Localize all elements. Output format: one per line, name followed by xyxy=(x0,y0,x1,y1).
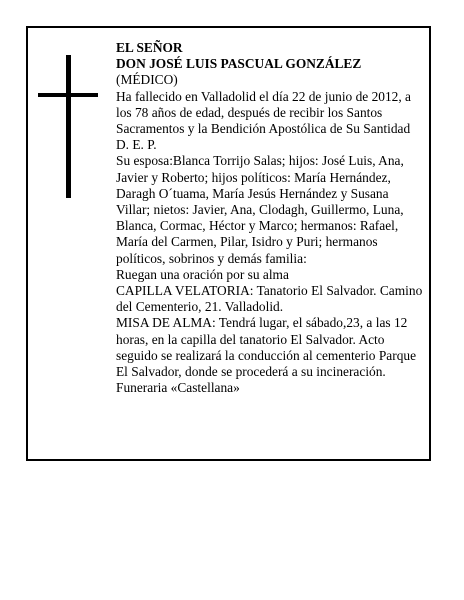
funeral-home: Funeraria «Castellana» xyxy=(116,380,240,396)
cross-vertical-bar xyxy=(66,55,71,198)
death-notice-frame xyxy=(26,26,431,461)
deceased-name: DON JOSÉ LUIS PASCUAL GONZÁLEZ xyxy=(116,56,362,72)
family-list: Su esposa:Blanca Torrijo Salas; hijos: José Luis, Ana, Javier y Roberto; hijos políticos: María Hernández, Daragh O´tuama, María Jesús Hernández y Susana Villar; nietos: Javier, Ana, Clodagh, Guillermo, Luna, Blanca, Cormac, Héctor y Marco; hermanos: Rafael, María del Carmen, Pilar, Isidro y Puri; hermanos políticos, sobrinos y demás familia: xyxy=(116,153,404,266)
cross-horizontal-bar xyxy=(38,93,98,97)
chapel-info: CAPILLA VELATORIA: Tanatorio El Salvador. Camino del Cementerio, 21. Valladolid. xyxy=(116,283,423,315)
latin-cross-icon xyxy=(38,55,98,198)
notice-text xyxy=(116,40,424,396)
prayer-request: Ruegan una oración por su alma xyxy=(116,266,289,282)
death-announcement: Ha fallecido en Valladolid el día 22 de junio de 2012, a los 78 años de edad, después de recibir los Santos Sacramentos y la Bendición Apostólica de Su Santidad D. E. P. xyxy=(116,88,412,153)
mass-info: MISA DE ALMA: Tendrá lugar, el sábado,23, a las 12 horas, en la capilla del tanatorio El Salvador. Acto seguido se realizará la conducción al cementerio Parque El Salvador, donde se procederá a su incineración. xyxy=(116,315,417,380)
deceased-profession: (MÉDICO) xyxy=(116,72,178,88)
notice-title: EL SEÑOR xyxy=(116,40,183,55)
